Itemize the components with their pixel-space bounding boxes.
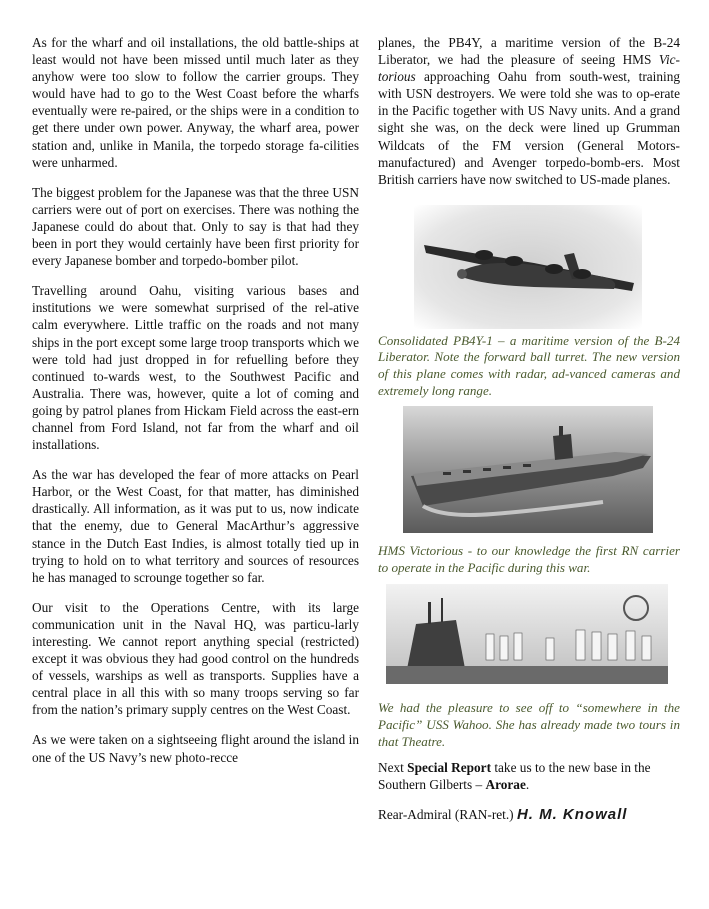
place-name-bold: Arorae [485, 777, 526, 793]
paragraph-pb4y [378, 34, 680, 188]
text-run: planes, the PB4Y, a maritime version of the B-24 Liberator, we had the pleasure of seeing HMS [378, 35, 680, 68]
caption-victorious: HMS Victorious - to our knowledge the first RN carrier to operate in the Pacific during this war. [378, 543, 680, 575]
ship-name-italic: Vic-torious [378, 52, 680, 85]
caption-wahoo: We had the pleasure to see off to “somewhere in the Pacific” USS Wahoo. She has already made two tours in that Theatre. [378, 700, 680, 749]
paragraph-war-fear: As the war has developed the fear of more attacks on Pearl Harbor, or the West Coast, for that matter, has diminished drastically. All information, as it was put to us, now indicate that the enemy, due to General MacArthur’s aggressive stance in the Dutch East Indies, is almost totally tied up in trying to hold on to what territory and sources of resources he has managed to scrounge together so far. [32, 467, 359, 585]
special-report-bold: Special Report [407, 760, 492, 776]
text-run: approaching Oahu from south-west, training with USN destroyers. We were told she was to op-erate in the Pacific together with US Navy units. And a grand sight she was, on the deck were lined up Grumman Wildcats of the FM version (General Motors-manufactured) and Avenger torpedo-bomb-ers. Most British carriers have now switched to US-made planes. [378, 69, 680, 187]
paragraph-wharf: As for the wharf and oil installations, the old battle-ships at least would not have been missed until much later as they anyhow were too slow to follow the carrier groups. They would have had to go to the West Coast before the wharfs eventually were re-paired, or the ships were in a condition to get there under own power. Anyway, the wharf area, power station and, unlike in Manila, the torpedo storage fa-cilities were unharmed. [32, 35, 359, 170]
left-column [32, 34, 359, 779]
signoff [378, 806, 680, 823]
next-report [378, 759, 680, 793]
photo-uss-wahoo [386, 584, 668, 684]
signature: H. M. Knowall [516, 806, 628, 824]
signoff-rank: Rear-Admiral (RAN-ret.) [378, 807, 514, 823]
text-run: . [525, 777, 530, 793]
text-run: take us to the new base in the Southern Gilberts – [378, 760, 651, 793]
paragraph-oahu: Travelling around Oahu, visiting various bases and institutions we were somewhat surprised of the rel-ative calm everywhere. Little traffic on the roads and not many ships in the port except some large troop transports which we were told had just dropped in for refuelling before they continued to-wards west, to the Southwest Pacific and Australia. There was, however, quite a lot of coming and going by patrol planes from Hickam Field across the east-ern channel from Ford Island, not far from the wharf and oil installations. [32, 283, 359, 453]
paragraph-carriers: The biggest problem for the Japanese was that the three USN carriers were out of port on exercises. There was nothing the Japanese could do about that. Only to say is that had they been in port they would certainly have been first priority for every Japanese bomber and torpedo-bomber pilot. [32, 184, 359, 269]
photo-pb4y-plane [414, 205, 642, 329]
paragraph-operations-centre: Our visit to the Operations Centre, with its large communication unit in the Naval HQ, was particu-larly interesting. We cannot report anything special (restricted) except it was obvious they had good control on the hundreds of vessels, warships as well as transports. Supplies have a central place in all this with so many troops serving so far from the nation’s primary supply centres on the West Coast. [32, 599, 359, 718]
right-column [378, 34, 680, 836]
photo-hms-victorious [403, 406, 653, 533]
paragraph-sightseeing: As we were taken on a sightseeing flight around the island in one of the US Navy’s new photo-recce [32, 732, 359, 765]
caption-pb4y: Consolidated PB4Y-1 – a maritime version of the B-24 Liberator. Note the forward ball turret. The new version of this plane comes with radar, ad-vanced cameras and extremely long range. [378, 332, 680, 398]
text-run: Next [378, 760, 408, 776]
